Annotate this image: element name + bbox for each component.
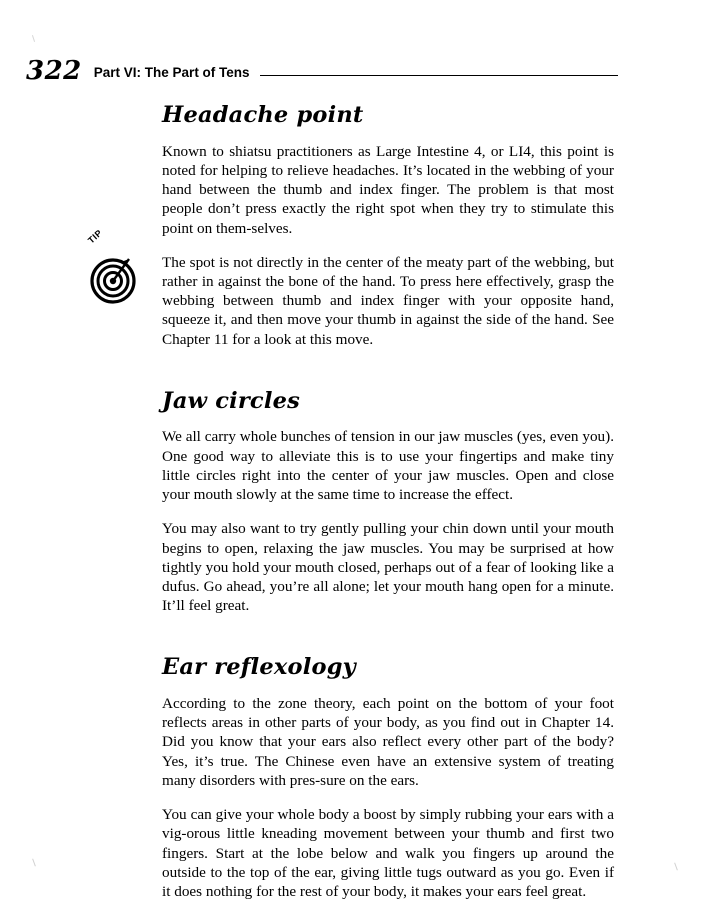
running-head-rule — [260, 75, 618, 76]
section-heading: Jaw circles — [162, 387, 300, 414]
body-column — [162, 104, 614, 901]
paragraph: You can give your whole body a boost by simply rubbing your ears with a vig-orous little kneading movement between your thumb and first two fingers. Start at the lobe below and walk you fingers up around the outside to the top of the ear, giving little tugs outward as you go. Even if it does nothing for the rest of your body, it makes your ears feel great. — [162, 806, 614, 900]
crop-mark-bottom-right — [674, 863, 678, 871]
paragraph: According to the zone theory, each point on the bottom of your foot reflects areas in other parts of your body, as you find out in Chapter 14. Did you know that your ears also reflect every other part of the body? Yes, it’s true. The Chinese even have an extensive system of treating many disorders with pres-sure on the ears. — [162, 695, 614, 789]
paragraph: You may also want to try gently pulling your chin down until your mouth begins to open, relaxing the jaw muscles. You may be surprised at how tightly you hold your mouth closed, perhaps out of a fear of looking like a dufus. Go ahead, you’re all alone; let your mouth hang open for a minute. It’ll feel great. — [162, 520, 614, 615]
crop-mark-top-left — [32, 35, 35, 42]
section-spacer — [162, 364, 614, 390]
section-heading: Ear reflexology — [162, 654, 356, 681]
tip-bullseye-icon — [86, 227, 148, 304]
target-bullseye-icon — [88, 250, 142, 304]
section-heading: Headache point — [162, 102, 364, 128]
section-spacer — [162, 630, 614, 656]
paragraph: We all carry whole bunches of tension in our jaw muscles (yes, even you). One good way to alleviate this is to use your fingertips and make tiny little circles right into the center of your jaw muscles. Open and close your mouth slowly at the same time to increase the effect. — [162, 428, 614, 504]
tip-label: TIP — [86, 227, 105, 246]
paragraph: The spot is not directly in the center of the meaty part of the webbing, but rather in against the bone of the hand. To press here effectively, grasp the webbing between thumb and index finger with your opposite hand, squeeze it, and then move your thumb in against the side of the hand. See Chapter 11 for a look at this move. — [162, 253, 614, 348]
crop-mark-bottom-left — [32, 859, 36, 867]
page-number: 322 — [26, 56, 82, 86]
running-head-title: Part VI: The Part of Tens — [93, 64, 250, 80]
paragraph: Known to shiatsu practitioners as Large Intestine 4, or LI4, this point is noted for helping to relieve headaches. It’s located in the webbing of your hand between the thumb and index finger. The problem is that most people don’t press exactly the right spot when they try to stimulate this point on them-selves. — [162, 142, 614, 237]
running-head — [26, 48, 618, 86]
